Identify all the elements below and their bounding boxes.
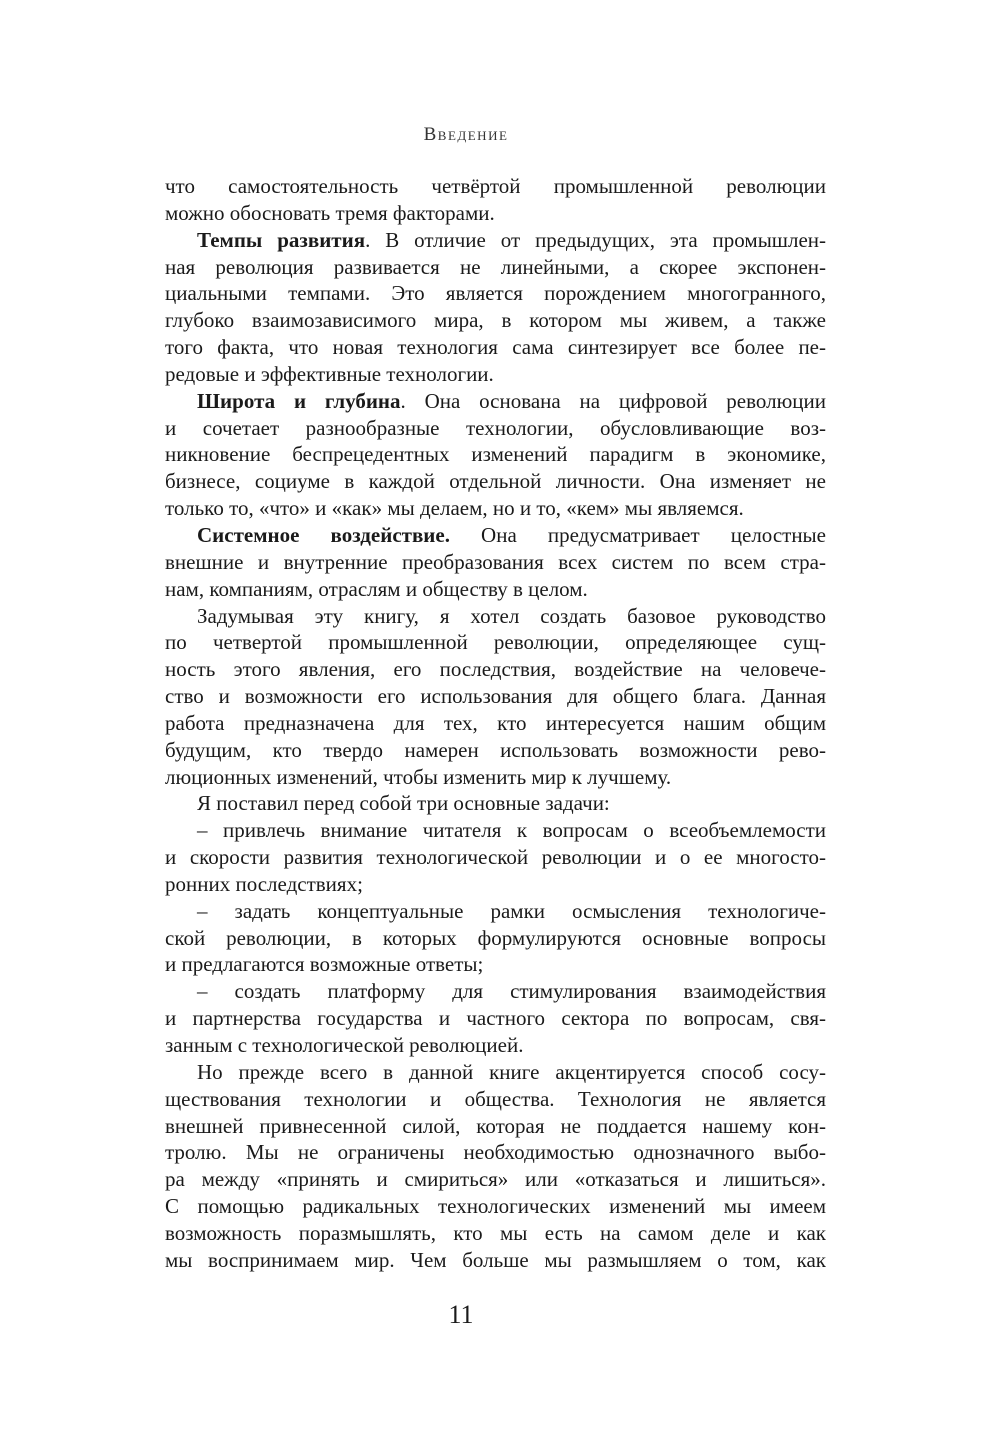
line-text: работа предназначена для тех, кто интересуется нашим общим: [165, 710, 826, 735]
text-line: [165, 603, 826, 630]
line-text: и партнерства государства и частного сектора по вопросам, свя-: [165, 1006, 826, 1031]
paragraph: [165, 978, 826, 1059]
line-text: – привлечь внимание читателя к вопросам о всеобъемлемости: [197, 818, 826, 843]
text-line: [165, 307, 826, 334]
text-line: [165, 280, 826, 307]
body-text: [165, 173, 826, 1274]
text-line: [165, 844, 826, 871]
line-text: того факта, что новая технология сама синтезирует все более пе-: [165, 335, 826, 360]
text-line: [165, 951, 826, 978]
line-text: тролю. Мы не ограничены необходимостью однозначного выбо-: [165, 1140, 826, 1165]
text-line: [165, 790, 826, 817]
paragraph: [165, 173, 826, 227]
line-text: по четвертой промышленной революции, определяющее сущ-: [165, 630, 826, 655]
text-line: [165, 683, 826, 710]
running-header: Введение: [423, 124, 509, 145]
text-line: [165, 656, 826, 683]
text-line: [165, 1220, 826, 1247]
line-text: внешней привнесенной силой, которая не поддается нашему кон-: [165, 1113, 826, 1138]
text-line: [165, 441, 826, 468]
paragraph: [165, 790, 826, 817]
line-text: редовые и эффективные технологии.: [165, 361, 494, 386]
line-text: никновение беспрецедентных изменений парадигм в экономике,: [165, 442, 826, 467]
text-line: [165, 576, 826, 603]
bold-lead-in: Темпы развития: [197, 227, 366, 252]
text-line: [165, 817, 826, 844]
text-line: [165, 1193, 826, 1220]
line-text: можно обосновать тремя факторами.: [165, 200, 495, 225]
line-text: Задумывая эту книгу, я хотел создать базовое руководство: [197, 603, 826, 628]
paragraph: [165, 227, 826, 388]
text-line: [165, 764, 826, 791]
line-text: Она предусматривает целостные: [449, 522, 826, 547]
text-line: [165, 361, 826, 388]
line-text: мы воспринимаем мир. Чем больше мы размышляем о том, как: [165, 1247, 826, 1272]
text-line: [165, 925, 826, 952]
line-text: – задать концептуальные рамки осмысления технологиче-: [197, 898, 826, 923]
paragraph: [165, 1059, 826, 1274]
line-text: ществования технологии и общества. Технология не является: [165, 1086, 826, 1111]
text-line: [165, 254, 826, 281]
text-line: [165, 227, 826, 254]
line-text: нам, компаниям, отраслям и обществу в целом.: [165, 576, 588, 601]
line-text: люционных изменений, чтобы изменить мир к лучшему.: [165, 764, 672, 789]
text-line: [165, 898, 826, 925]
text-line: [165, 173, 826, 200]
line-text: ронних последствиях;: [165, 871, 363, 896]
text-line: [165, 1059, 826, 1086]
text-line: [165, 415, 826, 442]
line-text: и предлагаются возможные ответы;: [165, 952, 484, 977]
paragraph: [165, 817, 826, 898]
text-line: [165, 1032, 826, 1059]
line-text: ской революции, в которых формулируются основные вопросы: [165, 925, 826, 950]
line-text: . В отличие от предыдущих, эта промышлен-: [365, 227, 827, 252]
text-line: [165, 1086, 826, 1113]
paragraph: [165, 388, 826, 522]
line-text: занным с технологической революцией.: [165, 1033, 524, 1057]
text-line: [165, 1166, 826, 1193]
line-text: и скорости развития технологической революции и о ее многосто-: [165, 845, 826, 870]
text-line: [165, 495, 826, 522]
text-line: [165, 1113, 826, 1140]
line-text: только то, «что» и «как» мы делаем, но и то, «кем» мы являемся.: [165, 496, 744, 521]
text-line: [165, 522, 826, 549]
line-text: возможность поразмышлять, кто мы есть на самом деле и как: [165, 1220, 826, 1245]
line-text: С помощью радикальных технологических изменений мы имеем: [165, 1194, 826, 1219]
page-number: 11: [448, 1300, 474, 1329]
bold-lead-in: Широта и глубина: [197, 388, 401, 413]
text-line: [165, 978, 826, 1005]
line-text: – создать платформу для стимулирования взаимодействия: [197, 979, 826, 1004]
line-text: Я поставил перед собой три основные задачи:: [197, 791, 610, 816]
text-line: [165, 200, 826, 227]
line-text: ра между «принять и смириться» или «отказаться и лишиться».: [165, 1167, 826, 1192]
line-text: бизнесе, социуме в каждой отдельной личности. Она изменяет не: [165, 469, 826, 494]
line-text: внешние и внутренние преобразования всех систем по всем стра-: [165, 549, 826, 574]
line-text: ность этого явления, его последствия, воздействие на человече-: [165, 657, 826, 682]
text-line: [165, 871, 826, 898]
line-text: что самостоятельность четвёртой промышленной революции: [165, 174, 826, 198]
text-line: [165, 388, 826, 415]
line-text: Но прежде всего в данной книге акцентируется способ сосу-: [197, 1059, 826, 1084]
paragraph: [165, 522, 826, 603]
line-text: глубоко взаимозависимого мира, в котором мы живем, а также: [165, 308, 826, 333]
line-text: циальными темпами. Это является порождением многогранного,: [165, 281, 826, 306]
text-line: [165, 1139, 826, 1166]
line-text: ство и возможности его использования для общего блага. Данная: [165, 684, 826, 709]
paragraph: [165, 603, 826, 791]
text-line: [165, 1005, 826, 1032]
text-line: [165, 710, 826, 737]
text-line: [165, 1247, 826, 1274]
paragraph: [165, 898, 826, 979]
line-text: и сочетает разнообразные технологии, обусловливающие воз-: [165, 415, 826, 440]
text-line: [165, 737, 826, 764]
text-line: [165, 468, 826, 495]
text-line: [165, 549, 826, 576]
text-line: [165, 629, 826, 656]
text-line: [165, 334, 826, 361]
line-text: будущим, кто твердо намерен использовать возможности рево-: [165, 737, 826, 762]
line-text: . Она основана на цифровой революции: [400, 388, 826, 413]
line-text: ная революция развивается не линейными, а скорее экспонен-: [165, 254, 826, 279]
bold-lead-in: Системное воздействие.: [197, 522, 450, 547]
